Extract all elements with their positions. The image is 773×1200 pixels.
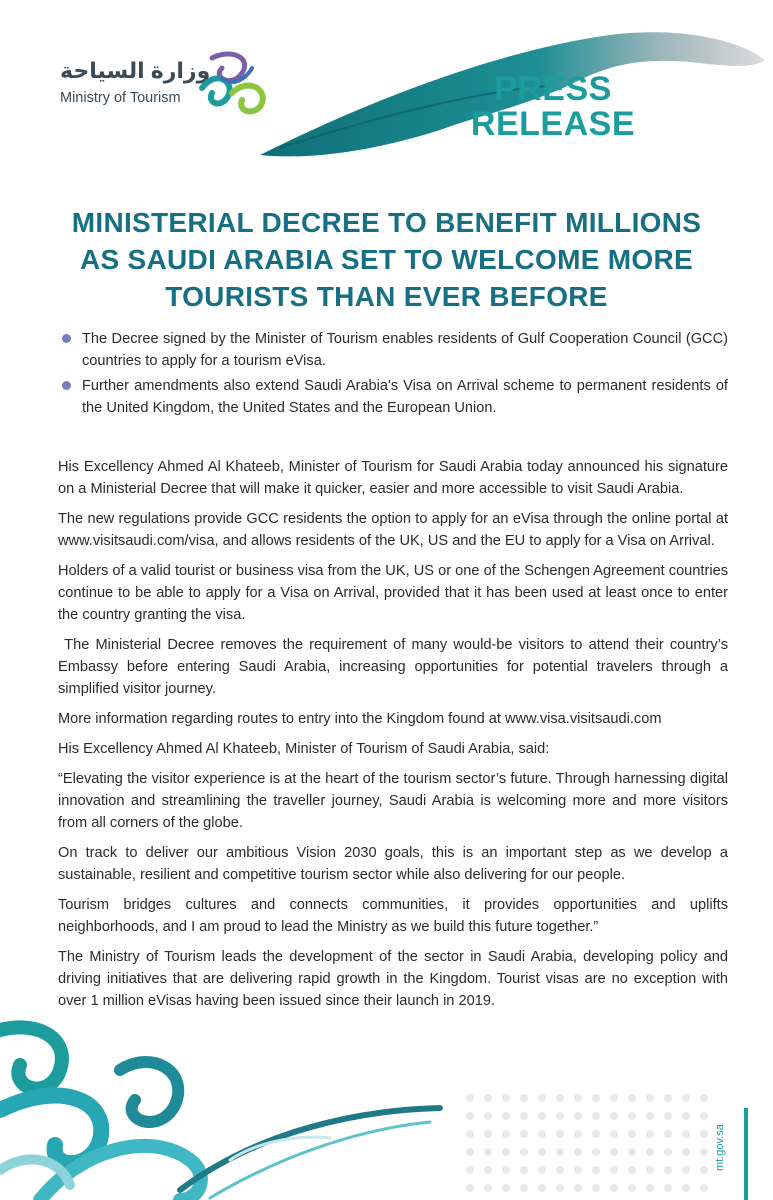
- quote-paragraph: “Elevating the visitor experience is at the heart of the tourism sector’s future. Through harnessing digital innovation and streamlining the traveller journey, Saudi Arabia is welcoming more and more visitors from all corners of the globe.: [58, 771, 728, 831]
- ministry-logo: [52, 48, 282, 120]
- paragraph: The Ministerial Decree removes the requirement of many would-be visitors to attend their country’s Embassy before entering Saudi Arabia, increasing opportunities for potential travelers through a simplified visitor journey.: [58, 637, 733, 697]
- headline-line-2: AS SAUDI ARABIA SET TO WELCOME MORE: [79, 244, 694, 275]
- headline: [60, 204, 713, 315]
- paragraph: His Excellency Ahmed Al Khateeb, Minister of Tourism for Saudi Arabia today announced his signature on a Ministerial Decree that will make it quicker, easier and more accessible to visit Saudi Arabia.: [58, 459, 728, 497]
- quote-paragraph: On track to deliver our ambitious Vision 2030 goals, this is an important step as we develop a sustainable, resilient and competitive tourism sector while also delivering for our people.: [58, 845, 728, 883]
- logo-english-text: Ministry of Tourism: [60, 90, 181, 106]
- key-points-list: [62, 328, 728, 422]
- press-line: PRESS: [494, 70, 612, 108]
- paragraph: Holders of a valid tourist or business visa from the UK, US or one of the Schengen Agreement countries continue to be able to apply for a Visa on Arrival, provided that it has been used at least once to enter the country granting the visa.: [58, 563, 728, 623]
- footer-swirl-decoration: [0, 1010, 470, 1200]
- key-point-text: Further amendments also extend Saudi Arabia's Visa on Arrival scheme to permanent residents of the United Kingdom, the United States and the European Union.: [82, 378, 728, 416]
- paragraph: The new regulations provide GCC residents the option to apply for an eVisa through the online portal at www.visitsaudi.com/visa, and allows residents of the UK, US and the EU to apply for a Visa on Arrival.: [58, 511, 728, 549]
- press-release-heading: [471, 72, 635, 142]
- paragraph: His Excellency Ahmed Al Khateeb, Minister of Tourism of Saudi Arabia, said:: [58, 741, 550, 757]
- release-line: RELEASE: [470, 105, 635, 143]
- headline-line-1: MINISTERIAL DECREE TO BENEFIT MILLIONS: [71, 207, 702, 238]
- website-url: mt.gov.sa: [714, 1124, 726, 1172]
- key-point-text: The Decree signed by the Minister of Tourism enables residents of Gulf Cooperation Council (GCC) countries to apply for a tourism eVisa.: [82, 331, 728, 369]
- bullet-dot-icon: [62, 334, 71, 343]
- key-point: [62, 375, 728, 419]
- footer-accent-bar: [744, 1108, 748, 1200]
- quote-paragraph: Tourism bridges cultures and connects communities, it provides opportunities and uplifts neighborhoods, and I am proud to lead the Ministry as we build this future together.”: [58, 897, 728, 935]
- body-text: [58, 456, 733, 1020]
- logo-arabic-text: وزارة السياحة: [60, 58, 211, 83]
- dot-grid-decoration: [462, 1090, 712, 1200]
- key-point: [62, 328, 728, 372]
- bullet-dot-icon: [62, 381, 71, 390]
- headline-line-3: TOURISTS THAN EVER BEFORE: [165, 281, 608, 312]
- paragraph: More information regarding routes to entry into the Kingdom found at www.visa.visitsaudi.com: [58, 711, 662, 727]
- paragraph: The Ministry of Tourism leads the development of the sector in Saudi Arabia, developing policy and driving initiatives that are delivering rapid growth in the Kingdom. Tourist visas are no exception with over 1 million eVisas having been issued since their launch in 2019.: [58, 949, 728, 1009]
